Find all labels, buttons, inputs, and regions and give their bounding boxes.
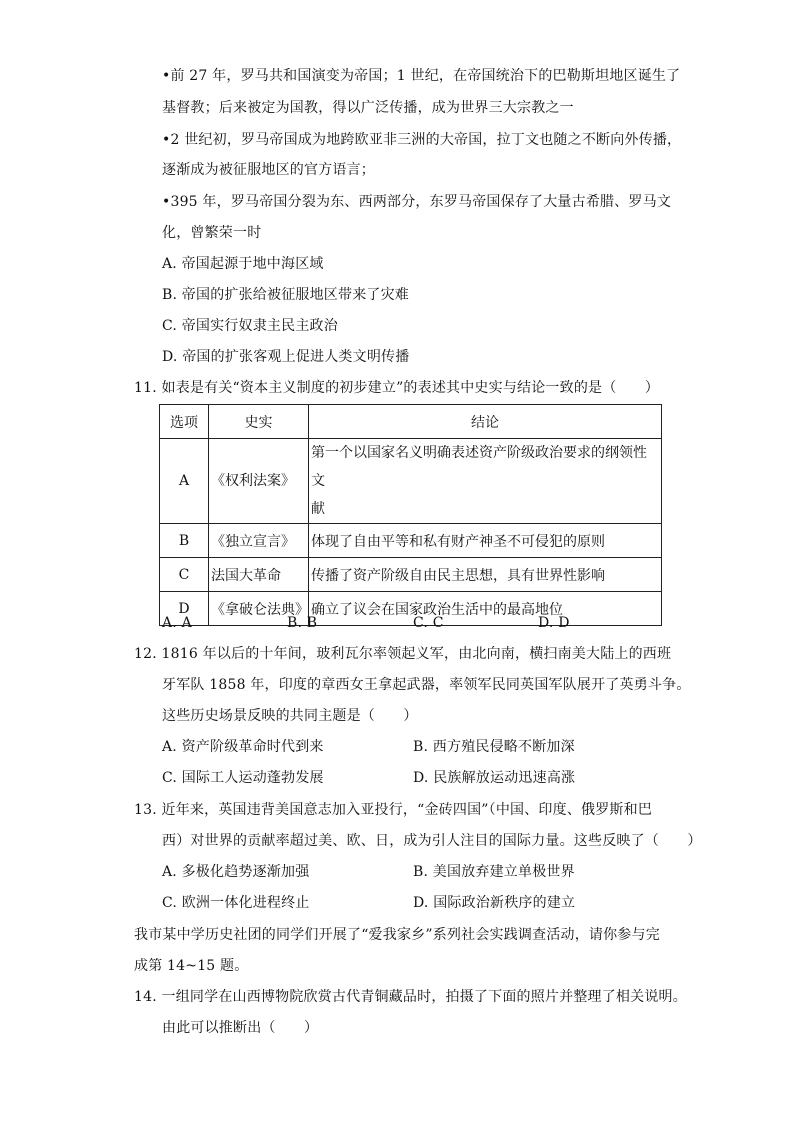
section-intro-line1: 我市某中学历史社团的同学们开展了“爱我家乡”系列社会实践调查活动，请你参与完 [134,927,660,943]
table-row [160,439,662,524]
passage-bullet3-line1: •395 年，罗马帝国分裂为东、西两部分，东罗马帝国保存了大量古希腊、罗马文 [162,194,672,210]
table-cell-option: A [160,439,209,524]
q10-option-d: D. 帝国的扩张客观上促进人类文明传播 [162,349,410,365]
q11-option-c: C. C [413,615,444,631]
table-header-option: 选项 [160,405,209,439]
q13-option-d: D. 国际政治新秩序的建立 [413,895,576,911]
q11-option-d: D. D [538,615,570,631]
q13-stem-line1: 13. 近年来，英国违背美国意志加入亚投行，“金砖四国”（中国、印度、俄罗斯和巴 [134,802,653,818]
table-row [160,524,662,558]
table-cell-option: B [160,524,209,558]
conclusion-line2: 献 [311,501,325,517]
table-cell-conclusion: 体现了自由平等和私有财产神圣不可侵犯的原则 [309,524,662,558]
q13-option-b: B. 美国放弃建立单极世界 [413,864,575,880]
q13-option-a: A. 多极化趋势逐渐加强 [162,864,310,880]
conclusion-line1: 第一个以国家名义明确表述资产阶级政治要求的纲领性文 [311,445,647,489]
q12-stem-line3: 这些历史场景反映的共同主题是（ ） [162,708,418,724]
q11-option-b: B. B [287,615,318,631]
table-header-fact: 史实 [209,405,309,439]
q10-option-c: C. 帝国实行奴隶主民主政治 [162,318,338,334]
table-cell-conclusion [309,439,662,524]
passage-bullet2-line2: 逐渐成为被征服地区的官方语言； [162,162,375,178]
q12-option-c: C. 国际工人运动蓬勃发展 [162,770,324,786]
q12-stem-line2: 牙军队 1858 年，印度的章西女王拿起武器，率领军民同英国军队展开了英勇斗争。 [162,677,691,693]
q13-stem-line2: 西）对世界的贡献率超过美、欧、日，成为引人注目的国际力量。这些反映了（ ） [162,833,702,849]
table-cell-fact: 《拿破仑法典》 [209,592,309,626]
q11-option-a: A. A [162,615,192,631]
passage-bullet2-line1: •2 世纪初，罗马帝国成为地跨欧亚非三洲的大帝国，拉丁文也随之不断向外传播， [162,132,682,148]
table-row [160,592,662,626]
table-row [160,558,662,592]
q14-stem-line1: 14. 一组同学在山西博物院欣赏古代青铜藏品时，拍摄了下面的照片并整理了相关说明。 [134,989,687,1005]
q12-option-a: A. 资产阶级革命时代到来 [162,739,324,755]
table-cell-option: C [160,558,209,592]
table-cell-conclusion: 传播了资产阶级自由民主思想，具有世界性影响 [309,558,662,592]
table-cell-conclusion: 确立了议会在国家政治生活中的最高地位 [309,592,662,626]
q14-stem-line2: 由此可以推断出（ ） [162,1020,319,1036]
q12-option-b: B. 西方殖民侵略不断加深 [413,739,575,755]
q13-option-c: C. 欧洲一体化进程终止 [162,895,310,911]
passage-bullet1-line1: •前 27 年，罗马共和国演变为帝国；1 世纪，在帝国统治下的巴勒斯坦地区诞生了 [162,68,681,84]
q12-stem-line1: 12. 1816 年以后的十年间，玻利瓦尔率领起义军，由北向南，横扫南美大陆上的西班 [134,646,672,662]
table-cell-fact: 《权利法案》 [209,439,309,524]
table-header-conclusion: 结论 [309,405,662,439]
passage-bullet3-line2: 化，曾繁荣一时 [162,225,262,241]
q11-table [159,404,662,626]
q10-option-a: A. 帝国起源于地中海区域 [162,256,324,272]
q11-stem: 11. 如表是有关“资本主义制度的初步建立”的表述其中史实与结论一致的是（ ） [134,380,660,396]
table-cell-fact: 法国大革命 [209,558,309,592]
q12-option-d: D. 民族解放运动迅速高涨 [413,770,576,786]
table-cell-fact: 《独立宣言》 [209,524,309,558]
table-cell-option: D [160,592,209,626]
q10-option-b: B. 帝国的扩张给被征服地区带来了灾难 [162,287,409,303]
section-intro-line2: 成第 14~15 题。 [134,958,249,974]
passage-bullet1-line2: 基督教；后来被定为国教，得以广泛传播，成为世界三大宗教之一 [162,100,574,116]
